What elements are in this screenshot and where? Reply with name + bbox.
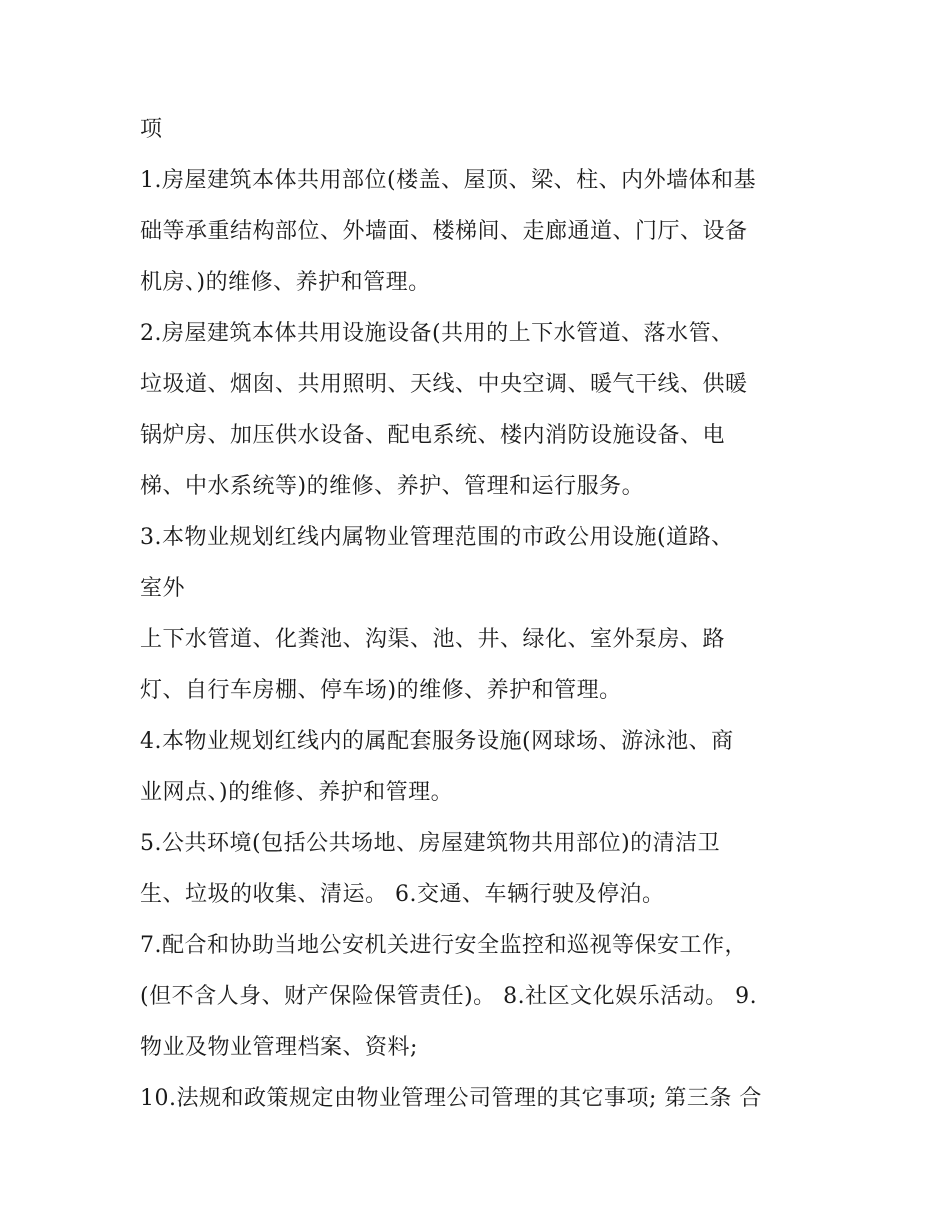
text-line: 灯、自行车房棚、停车场)的维修、养护和管理。 [140,678,622,703]
text-line: 2.房屋建筑本体共用设施设备(共用的上下水管道、落水管、 [140,321,734,346]
text-line: 4.本物业规划红线内的属配套服务设施(网球场、游泳池、商 [140,729,734,754]
text-line: 锅炉房、加压供水设备、配电系统、楼内消防设施设备、电 [140,423,726,448]
text-line: 3.本物业规划红线内属物业管理范围的市政公用设施(道路、 [140,525,734,550]
text-line: 上下水管道、化粪池、沟渠、池、井、绿化、室外泵房、路 [140,627,726,652]
text-line: 垃圾道、烟囱、共用照明、天线、中央空调、暖气干线、供暖 [140,372,748,397]
document-body [140,104,820,1124]
text-line: 生、垃圾的收集、清运。 6.交通、车辆行驶及停泊。 [140,882,665,907]
text-line: 业网点、)的维修、养护和管理。 [140,780,454,805]
text-line: 1.房屋建筑本体共用部位(楼盖、屋顶、梁、柱、内外墙体和基 [140,168,757,193]
text-line: 梯、中水系统等)的维修、养护、管理和运行服务。 [140,474,645,499]
text-line: 机房、)的维修、养护和管理。 [140,270,431,295]
text-line: 物业及物业管理档案、资料; [140,1035,418,1060]
text-line: 础等承重结构部位、外墙面、楼梯间、走廊通道、门厅、设备 [140,219,748,244]
text-line: 7.配合和协助当地公安机关进行安全监控和巡视等保安工作， [140,933,747,958]
text-line: 10.法规和政策规定由物业管理公司管理的其它事项; 第三条 合 [140,1086,762,1111]
text-line: 5.公共环境(包括公共场地、房屋建筑物共用部位)的清洁卫 [140,831,721,856]
text-line: 项 [140,117,163,142]
text-line: (但不含人身、财产保险保管责任)。 8.社区文化娱乐活动。 9. [140,984,758,1009]
text-line: 室外 [140,576,186,601]
